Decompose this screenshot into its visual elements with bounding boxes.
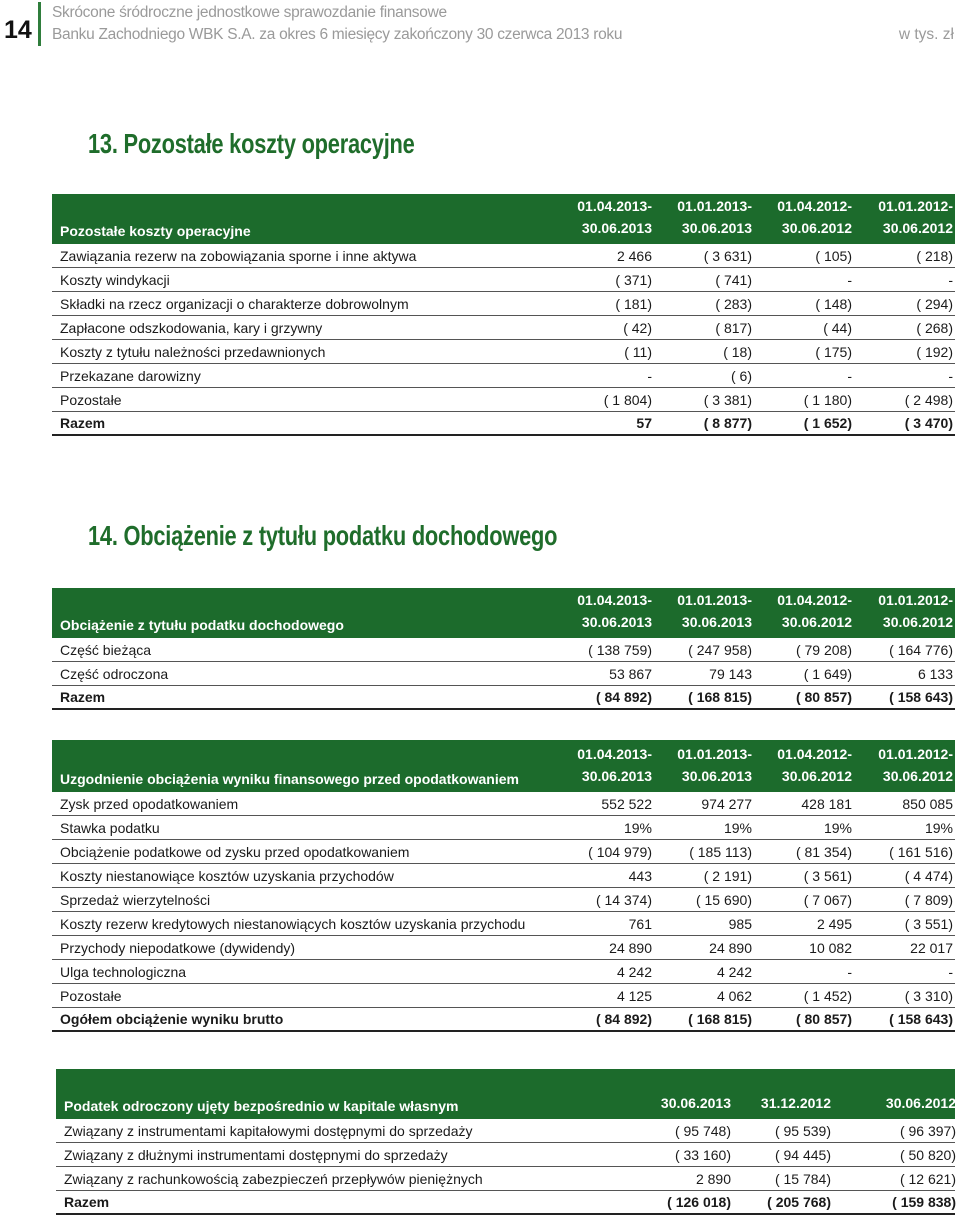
column-header [577,743,652,787]
column-header [777,743,852,787]
table-row [56,1167,955,1191]
total-row [52,1008,955,1032]
cell-value: 19% [924,820,953,836]
row-label: Zawiązania rezerw na zobowiązania sporne i inne aktywa [60,248,417,264]
cell-value: ( 158 643) [889,689,953,705]
column-header-line: 01.01.2012- [878,592,953,608]
row-label: Koszty windykacji [60,272,170,288]
column-header-line: 30.06.2012 [882,768,953,784]
cell-value: ( 4 474) [904,868,953,884]
cell-value: ( 80 857) [795,1011,852,1027]
cell-value: ( 158 643) [889,1011,953,1027]
column-header [677,195,752,239]
cell-value: ( 3 631) [703,248,752,264]
cell-value: ( 268) [916,320,953,336]
table-title: Uzgodnienie obciążenia wyniku finansowego przed opodatkowaniem [60,771,519,787]
row-label: Związany z instrumentami kapitałowymi dostępnymi do sprzedaży [64,1123,473,1139]
cell-value: ( 247 958) [688,642,752,658]
cell-value: ( 81 354) [795,844,852,860]
cell-value: ( 1 804) [603,392,652,408]
cell-value: ( 148) [815,296,852,312]
deferred-tax-equity-table [56,1069,955,1215]
column-header-line: 01.01.2012- [878,198,953,214]
column-header-line: 01.04.2013- [577,746,652,762]
cell-value: ( 741) [715,272,752,288]
cell-value: - [948,964,953,980]
table-row [52,888,955,912]
column-header [777,195,852,239]
row-label: Obciążenie podatkowe od zysku przed opodatkowaniem [60,844,410,860]
cell-value: 19% [723,820,752,836]
column-header-line: 30.06.2013 [581,614,652,630]
column-header-line: 30.06.2013 [581,768,652,784]
column-header-line: 30.06.2012 [885,1095,956,1111]
cell-value: 850 085 [902,796,953,812]
cell-value: 57 [636,415,652,431]
total-row [56,1191,955,1215]
cell-value: - [847,368,852,384]
cell-value: ( 218) [916,248,953,264]
cell-value: 24 890 [609,940,652,956]
cell-value: ( 50 820) [899,1147,956,1163]
cell-value: ( 126 018) [667,1194,731,1210]
table-header [56,1069,955,1119]
column-header [878,589,953,633]
table-row [56,1119,955,1143]
cell-value: ( 192) [916,344,953,360]
column-header-line: 30.06.2013 [681,220,752,236]
cell-value: 19% [823,820,852,836]
table-row [52,364,955,388]
cell-value: ( 7 809) [904,892,953,908]
column-header [878,743,953,787]
cell-value: ( 104 979) [588,844,652,860]
cell-value: ( 6) [731,368,752,384]
cell-value: 761 [628,916,652,932]
cell-value: ( 105) [815,248,852,264]
column-header-line: 30.06.2013 [660,1095,731,1111]
cell-value: 2 466 [616,248,652,264]
cell-value: ( 283) [715,296,752,312]
section-14-title: 14. Obciążenie z tytułu podatku dochodowego [88,520,558,551]
cell-value: - [948,272,953,288]
table-title: Obciążenie z tytułu podatku dochodowego [60,617,344,633]
table-header [52,588,955,638]
cell-value: 10 082 [809,940,852,956]
column-header [886,1092,956,1114]
table-row [52,292,955,316]
cell-value: ( 294) [916,296,953,312]
row-label: Zysk przed opodatkowaniem [60,796,239,812]
total-row [52,412,955,436]
cell-value: ( 3 561) [803,868,852,884]
cell-value: ( 1 649) [803,666,852,682]
cell-value: ( 80 857) [795,689,852,705]
cell-value: ( 44) [823,320,852,336]
column-header [661,1092,731,1114]
cell-value: ( 94 445) [774,1147,831,1163]
column-header-line: 01.04.2012- [777,746,852,762]
income-tax-charge-table [52,588,955,710]
cell-value: ( 15 784) [774,1171,831,1187]
column-header-line: 31.12.2012 [760,1095,831,1111]
column-header [577,589,652,633]
column-header [777,589,852,633]
column-header [577,195,652,239]
cell-value: ( 2 498) [904,392,953,408]
table-row [52,268,955,292]
cell-value: 2 495 [816,916,852,932]
row-label: Koszty rezerw kredytowych niestanowiących kosztów uzyskania przychodu [60,916,526,932]
column-header-line: 01.04.2012- [777,592,852,608]
row-label: Część bieżąca [60,642,152,658]
cell-value: ( 175) [815,344,852,360]
cell-value: ( 95 748) [674,1123,731,1139]
column-header-line: 30.06.2013 [581,220,652,236]
cell-value: ( 84 892) [595,689,652,705]
column-header-line: 30.06.2012 [781,220,852,236]
cell-value: ( 3 470) [904,415,953,431]
cell-value: ( 11) [624,344,652,360]
cell-value: 4 242 [716,964,752,980]
row-label: Razem [60,415,106,431]
column-header-line: 01.04.2013- [577,592,652,608]
total-row [52,686,955,710]
row-label: Pozostałe [60,392,122,408]
cell-value: ( 1 452) [803,988,852,1004]
row-label: Koszty z tytułu należności przedawnionych [60,344,326,360]
table-row [52,316,955,340]
cell-value: ( 84 892) [595,1011,652,1027]
row-label: Składki na rzecz organizacji o charakterze dobrowolnym [60,296,409,312]
table-row [52,792,955,816]
row-label: Część odroczona [60,666,169,682]
cell-value: ( 18) [723,344,752,360]
table-row [52,244,955,268]
cell-value: 4 125 [616,988,652,1004]
cell-value: 19% [623,820,652,836]
cell-value: ( 95 539) [774,1123,831,1139]
cell-value: ( 3 310) [904,988,953,1004]
cell-value: ( 8 877) [703,415,752,431]
page-number: 14 [4,16,32,44]
cell-value: ( 185 113) [689,844,752,860]
table-row [52,638,955,662]
row-label: Przychody niepodatkowe (dywidendy) [60,940,296,956]
column-header [761,1092,831,1114]
table-row [52,816,955,840]
table-header [52,194,955,244]
cell-value: ( 12 621) [899,1171,956,1187]
table-row [52,864,955,888]
column-header-line: 30.06.2012 [882,614,953,630]
cell-value: ( 14 374) [595,892,652,908]
table-row [52,912,955,936]
cell-value: ( 164 776) [889,642,953,658]
row-label: Zapłacone odszkodowania, kary i grzywny [60,320,323,336]
section-13-title: 13. Pozostałe koszty operacyjne [88,128,415,159]
table-row [52,960,955,984]
cell-value: ( 1 652) [803,415,852,431]
column-header-line: 30.06.2013 [681,768,752,784]
row-label: Razem [64,1194,110,1210]
cell-value: ( 96 397) [899,1123,956,1139]
column-header-line: 01.01.2013- [677,746,752,762]
row-label: Razem [60,689,106,705]
report-title-line1: Skrócone śródroczne jednostkowe sprawozdanie finansowe [52,4,447,21]
column-header-line: 01.04.2013- [577,198,652,214]
cell-value: ( 42) [623,320,652,336]
cell-value: 4 242 [616,964,652,980]
column-header [677,589,752,633]
row-label: Sprzedaż wierzytelności [60,892,211,908]
cell-value: ( 33 160) [674,1147,731,1163]
row-label: Ogółem obciążenie wyniku brutto [60,1011,284,1027]
cell-value: ( 2 191) [703,868,752,884]
cell-value: - [948,368,953,384]
cell-value: 24 890 [709,940,752,956]
cell-value: ( 168 815) [688,689,752,705]
cell-value: 974 277 [701,796,752,812]
table-row [52,662,955,686]
column-header-line: 30.06.2012 [781,768,852,784]
report-title-line2: Banku Zachodniego WBK S.A. za okres 6 miesięcy zakończony 30 czerwca 2013 roku [52,26,623,43]
table-row [52,936,955,960]
currency-unit: w tys. zł [898,26,954,43]
cell-value: ( 168 815) [688,1011,752,1027]
column-header-line: 01.04.2012- [777,198,852,214]
row-label: Związany z rachunkowością zabezpieczeń przepływów pieniężnych [64,1171,483,1187]
row-label: Koszty niestanowiące kosztów uzyskania przychodów [60,868,394,884]
header-divider [38,2,41,46]
column-header-line: 01.01.2012- [878,746,953,762]
cell-value: ( 1 180) [803,392,852,408]
cell-value: - [647,368,652,384]
cell-value: ( 161 516) [889,844,953,860]
cell-value: ( 138 759) [588,642,652,658]
table-header [52,740,955,792]
table-title: Pozostałe koszty operacyjne [60,223,251,239]
row-label: Stawka podatku [60,820,160,836]
column-header-line: 30.06.2012 [781,614,852,630]
cell-value: 4 062 [716,988,752,1004]
row-label: Przekazane darowizny [60,368,201,384]
cell-value: 53 867 [609,666,652,682]
cell-value: ( 3 551) [904,916,953,932]
row-label: Ulga technologiczna [60,964,187,980]
row-label: Związany z dłużnymi instrumentami dostępnymi do sprzedaży [64,1147,448,1163]
table-row [52,984,955,1008]
cell-value: ( 3 381) [703,392,752,408]
other-operating-costs-table [52,194,955,436]
cell-value: ( 79 208) [795,642,852,658]
cell-value: 552 522 [601,796,652,812]
cell-value: ( 159 838) [892,1194,956,1210]
table-row [52,840,955,864]
cell-value: ( 205 768) [767,1194,831,1210]
table-row [56,1143,955,1167]
table-row [52,340,955,364]
cell-value: 985 [728,916,752,932]
table-title: Podatek odroczony ujęty bezpośrednio w kapitale własnym [64,1098,459,1114]
tax-reconciliation-table [52,740,955,1032]
column-header [878,195,953,239]
cell-value: ( 817) [715,320,752,336]
cell-value: ( 181) [615,296,652,312]
cell-value: 6 133 [917,666,953,682]
column-header-line: 01.01.2013- [677,592,752,608]
cell-value: - [847,964,852,980]
cell-value: 428 181 [801,796,852,812]
row-label: Pozostałe [60,988,122,1004]
column-header-line: 30.06.2013 [681,614,752,630]
cell-value: 2 890 [695,1171,731,1187]
cell-value: ( 7 067) [803,892,852,908]
cell-value: - [847,272,852,288]
column-header-line: 30.06.2012 [882,220,953,236]
cell-value: 22 017 [910,940,953,956]
cell-value: 443 [628,868,652,884]
cell-value: ( 371) [615,272,652,288]
column-header-line: 01.01.2013- [677,198,752,214]
table-row [52,388,955,412]
cell-value: ( 15 690) [695,892,752,908]
column-header [677,743,752,787]
cell-value: 79 143 [709,666,752,682]
